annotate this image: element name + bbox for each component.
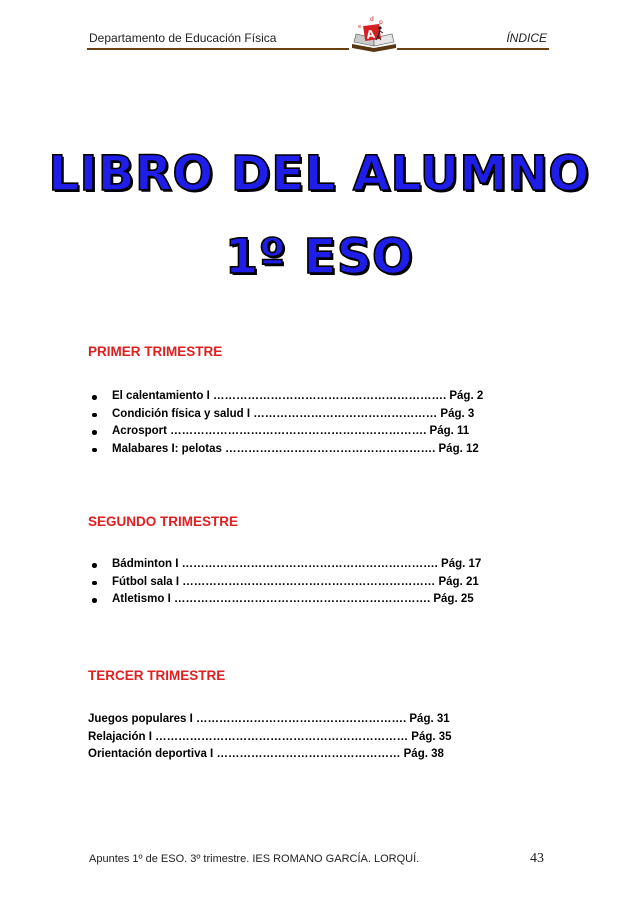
toc-item-text: Malabares I: pelotas ………………………………………………. Pág. 12 <box>112 442 479 455</box>
toc-list-segundo-trimestre <box>90 556 481 609</box>
toc-item-text: Orientación deportiva I ………………………………………… Pág. 38 <box>88 748 444 760</box>
header-section-label: ÍNDICE <box>506 31 547 45</box>
svg-text:d: d <box>370 16 374 23</box>
header-department: Departamento de Educación Física <box>89 31 277 45</box>
bullet-icon <box>92 395 97 400</box>
section-heading-primer-trimestre: PRIMER TRIMESTRE <box>88 344 223 359</box>
toc-list-primer-trimestre <box>90 388 483 458</box>
svg-text:p: p <box>379 19 383 26</box>
bullet-icon <box>92 563 97 568</box>
toc-item <box>90 406 483 424</box>
toc-item-text: Fútbol sala I ………………………………………………………… Pág. 21 <box>112 575 479 588</box>
footer-text: Apuntes 1º de ESO. 3º trimestre. IES ROMANO GARCÍA. LORQUÍ. <box>89 853 420 865</box>
toc-item <box>90 441 483 459</box>
header-rule-left <box>87 48 349 50</box>
bullet-icon <box>92 581 97 586</box>
toc-item-text: Bádminton I …………………………………………………………. Pág. 17 <box>112 558 482 570</box>
toc-item-text: El calentamiento I ……………………………………………………. Pág. 2 <box>112 390 484 402</box>
toc-item-text: Condición física y salud I ………………………………………… Pág. 3 <box>112 407 475 420</box>
bullet-icon <box>92 430 97 435</box>
bullet-icon <box>92 598 97 603</box>
toc-item-text: Juegos populares I ………………………………………………. Pág. 31 <box>88 713 450 725</box>
bullet-icon <box>92 448 97 453</box>
page-number: 43 <box>530 851 544 866</box>
toc-item <box>90 388 483 406</box>
toc-item <box>90 556 481 574</box>
toc-item <box>90 591 481 609</box>
svg-text:e: e <box>358 24 362 30</box>
book-title: LIBRO DEL ALUMNO <box>48 146 590 202</box>
toc-item-text: Acrosport …………………………………………………………. Pág. 11 <box>112 425 470 437</box>
section-heading-tercer-trimestre: TERCER TRIMESTRE <box>88 668 226 683</box>
toc-item <box>90 574 481 592</box>
toc-item-text: Relajación I ………………………………………………………… Pág. 35 <box>88 730 452 743</box>
toc-item <box>90 423 483 441</box>
course-title: 1º ESO <box>224 229 414 285</box>
bullet-icon <box>92 413 97 418</box>
toc-item-text: Atletismo I …………………………………………………………. Pág. 25 <box>112 593 474 605</box>
department-logo <box>350 14 398 54</box>
header-rule-right <box>397 48 549 50</box>
toc-list-tercer-trimestre <box>88 711 452 764</box>
section-heading-segundo-trimestre: SEGUNDO TRIMESTRE <box>88 514 239 529</box>
svg-text:A: A <box>365 27 376 42</box>
